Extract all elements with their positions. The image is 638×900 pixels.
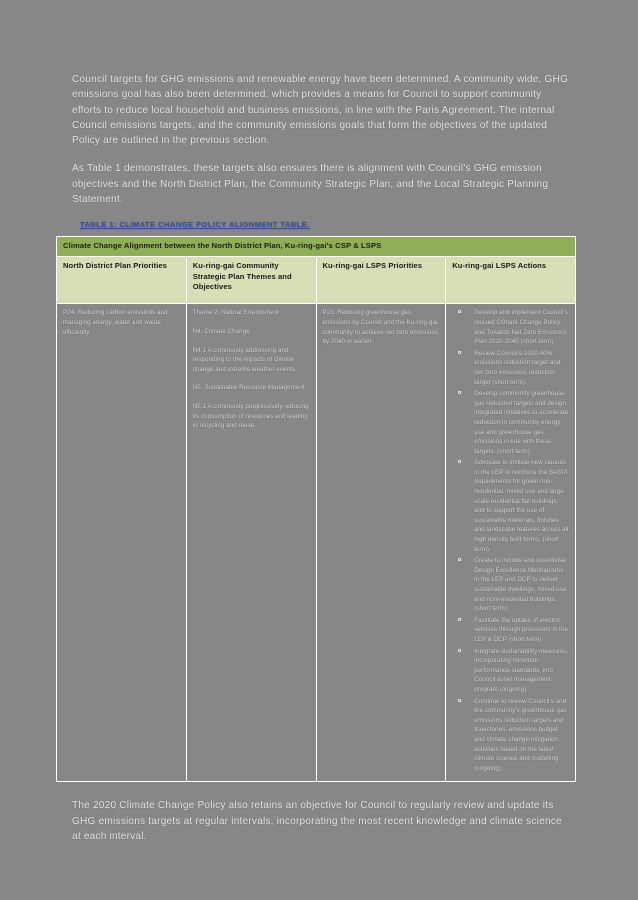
list-item (452, 697, 570, 774)
cell-lsps-actions (446, 304, 576, 782)
hollow-square-bullet-icon (458, 618, 461, 621)
list-item (452, 647, 570, 695)
list-item-text: Review Council's 2020 40% emissions reduction target and net zero emissions reduction target (short term). (474, 349, 561, 386)
list-item (452, 308, 570, 346)
cell-csp-themes-objectives (186, 304, 316, 782)
hollow-square-bullet-icon (458, 351, 461, 354)
hollow-square-bullet-icon (458, 460, 461, 463)
paragraph-closing: The 2020 Climate Change Policy also retains an objective for Council to regularly review and update its GHG emissions targets at regular intervals, incorporating the most recent knowledge and climate science at each interval. (72, 800, 562, 842)
lsps-actions-list (452, 308, 570, 773)
list-item-text: Advocate to include new clauses in the LEP to reinforce the BASIX requirements for green non-residential, mixed use and large scale residential flat buildings, and to support the use of sustainable materials, finishes and landscape features across all high density built forms. (short term) (474, 459, 569, 553)
hollow-square-bullet-icon (458, 310, 461, 313)
list-item-text: Facilitate the uptake of electric vehicles through provisions in the LEP & DCP (short term) (474, 616, 568, 643)
table-body-row (57, 304, 576, 782)
csp-objective-n4-1: N4.1 A community addressing and responding to the impacts of climate change and extreme weather events. (192, 346, 297, 373)
list-item (452, 458, 570, 554)
csp-objective-n5: N5. Sustainable Resource Management (192, 384, 305, 392)
hollow-square-bullet-icon (458, 699, 461, 702)
list-item (452, 616, 570, 645)
climate-change-alignment-table (56, 236, 576, 782)
paragraph-alignment: As Table 1 demonstrates, these targets also ensures there is alignment with Council's GHG emission objectives and the North District Plan, the Community Strategic Plan, and the Local Strategic Planning Statement. (72, 163, 549, 206)
hollow-square-bullet-icon (458, 558, 461, 561)
column-header-csp-themes-objectives: Ku-ring-gai Community Strategic Plan Themes and Objectives (186, 257, 316, 304)
hollow-square-bullet-icon (458, 649, 461, 652)
csp-theme-heading: Theme 2: Natural Environment (192, 309, 279, 317)
column-header-lsps-priorities: Ku-ring-gai LSPS Priorities (316, 257, 446, 304)
list-item (452, 556, 570, 614)
list-item-text: Create to include and incentivise Design Excellence Mechanisms in the LEP and DCP to deliver sustainable dwellings, mixed use and non-residential buildings. (short term) (474, 557, 567, 613)
column-header-north-district-plan-priorities: North District Plan Priorities (57, 257, 187, 304)
hollow-square-bullet-icon (458, 391, 461, 394)
list-item (452, 349, 570, 387)
list-item (452, 389, 570, 456)
list-item-text: Develop community greenhouse gas reduction targets and design integrated initiatives to accelerate reduction in community energy use and greenhouse gas emissions in line with these targets. (short term) (474, 390, 569, 455)
csp-objective-n5-1: N5.1 A community progressively reducing its consumption of resources and leading in recycling and reuse. (192, 402, 309, 430)
table-title-cell: Climate Change Alignment between the North District Plan, Ku-ring-gai's CSP & LSPS (57, 237, 576, 257)
list-item-text: Continue to review Council's and the community's greenhouse gas emissions reduction targets and trajectories, emissions budget and climate change mitigation activities based on the latest climate science and modelling (ongoing). (474, 697, 567, 772)
list-item-text: Develop and implement Council's revised Climate Change Policy and Towards Net Zero Emissions Plan 2020-2040 (short term). (474, 309, 568, 346)
cell-lsps-priorities (316, 304, 446, 782)
paragraph-intro: Council targets for GHG emissions and renewable energy have been determined. A community wide, GHG emissions goal has also been determined, which provides a means for Council to support community efforts to reduce local household and business emissions, in line with the Paris Agreement. The internal Council emissions targets, and the community emissions goals that form the objectives of the updated Policy are outlined in the previous section. (72, 74, 569, 147)
list-item-text: Integrate sustainability measures, incorporating minimum performance standards, into Council asset management program (ongoing) (474, 647, 569, 693)
csp-objective-n4: N4. Climate Change (192, 327, 250, 335)
lsps-priority-item: P23. Reducing greenhouse gas emissions by Council and the Ku-ring-gai community to achieve net zero emissions by 2040 or earlier (322, 309, 439, 346)
table-header-row (57, 257, 576, 304)
table-caption: TABLE 1: CLIMATE CHANGE POLICY ALIGNMENT TABLE. (80, 220, 310, 230)
cell-north-district-plan-priorities (57, 304, 187, 782)
ndp-priority-item: P24. Reducing carbon emissions and managing energy, water and waste efficiently (63, 309, 168, 336)
column-header-lsps-actions: Ku-ring-gai LSPS Actions (446, 257, 576, 304)
table-title-row (57, 237, 576, 257)
